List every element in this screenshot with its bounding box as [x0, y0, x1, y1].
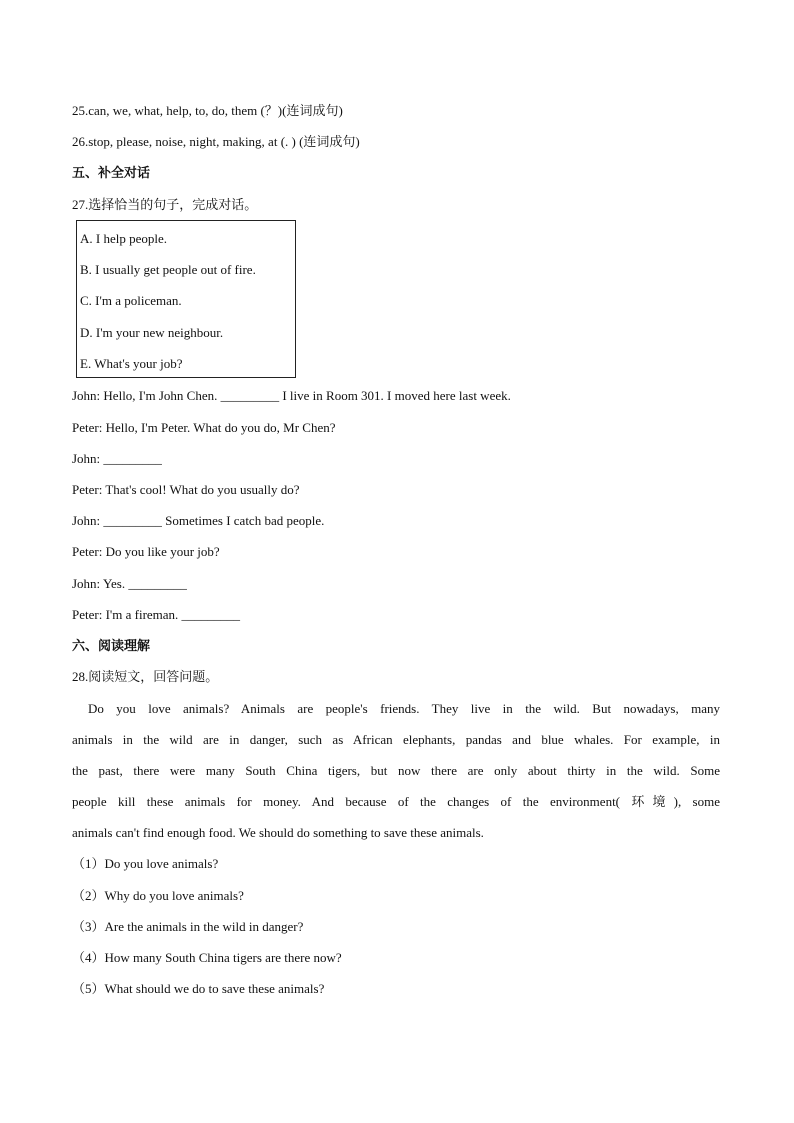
option-e: E. What's your job? — [80, 356, 183, 371]
passage-line: the past, there were many South China tigers, but now there are only about thirty in the wild. Some — [72, 763, 720, 778]
dialogue-line: John: Yes. _________ — [72, 576, 187, 591]
passage-line: animals can't find enough food. We should do something to save these animals. — [72, 825, 484, 840]
question-25: 25.can, we, what, help, to, do, them (？)(连词成句) — [72, 103, 343, 118]
passage-line: people kill these animals for money. And because of the changes of the environment( 环境), some — [72, 794, 720, 809]
reading-question: （1）Do you love animals? — [72, 856, 219, 871]
dialogue-line: John: _________ Sometimes I catch bad people. — [72, 513, 325, 528]
option-b: B. I usually get people out of fire. — [80, 262, 256, 277]
dialogue-line: Peter: I'm a fireman. _________ — [72, 607, 241, 622]
dialogue-line: Peter: Hello, I'm Peter. What do you do, Mr Chen? — [72, 420, 336, 435]
dialogue-line: John: Hello, I'm John Chen. _________ I live in Room 301. I moved here last week. — [72, 388, 511, 403]
option-a: A. I help people. — [80, 231, 168, 246]
option-c: C. I'm a policeman. — [80, 293, 182, 308]
question-28-prompt: 28.阅读短文，回答问题。 — [72, 669, 219, 684]
section-5-heading: 五、补全对话 — [72, 165, 151, 180]
reading-question: （5）What should we do to save these animals? — [72, 981, 325, 996]
reading-question: （2）Why do you love animals? — [72, 888, 244, 903]
dialogue-line: Peter: Do you like your job? — [72, 544, 220, 559]
dialogue-line: John: _________ — [72, 451, 162, 466]
option-d: D. I'm your new neighbour. — [80, 325, 224, 340]
reading-question: （4）How many South China tigers are there now? — [72, 950, 342, 965]
question-27-prompt: 27.选择恰当的句子，完成对话。 — [72, 197, 258, 212]
options-box — [76, 220, 296, 378]
section-6-heading: 六、阅读理解 — [72, 638, 151, 653]
question-26: 26.stop, please, noise, night, making, at (. ) (连词成句) — [72, 134, 360, 149]
dialogue-line: Peter: That's cool! What do you usually do? — [72, 482, 300, 497]
reading-question: （3）Are the animals in the wild in danger? — [72, 919, 304, 934]
passage-line: Do you love animals? Animals are people's friends. They live in the wild. But nowadays, many — [88, 701, 720, 716]
passage-line: animals in the wild are in danger, such as African elephants, pandas and blue whales. For example, in — [72, 732, 720, 747]
